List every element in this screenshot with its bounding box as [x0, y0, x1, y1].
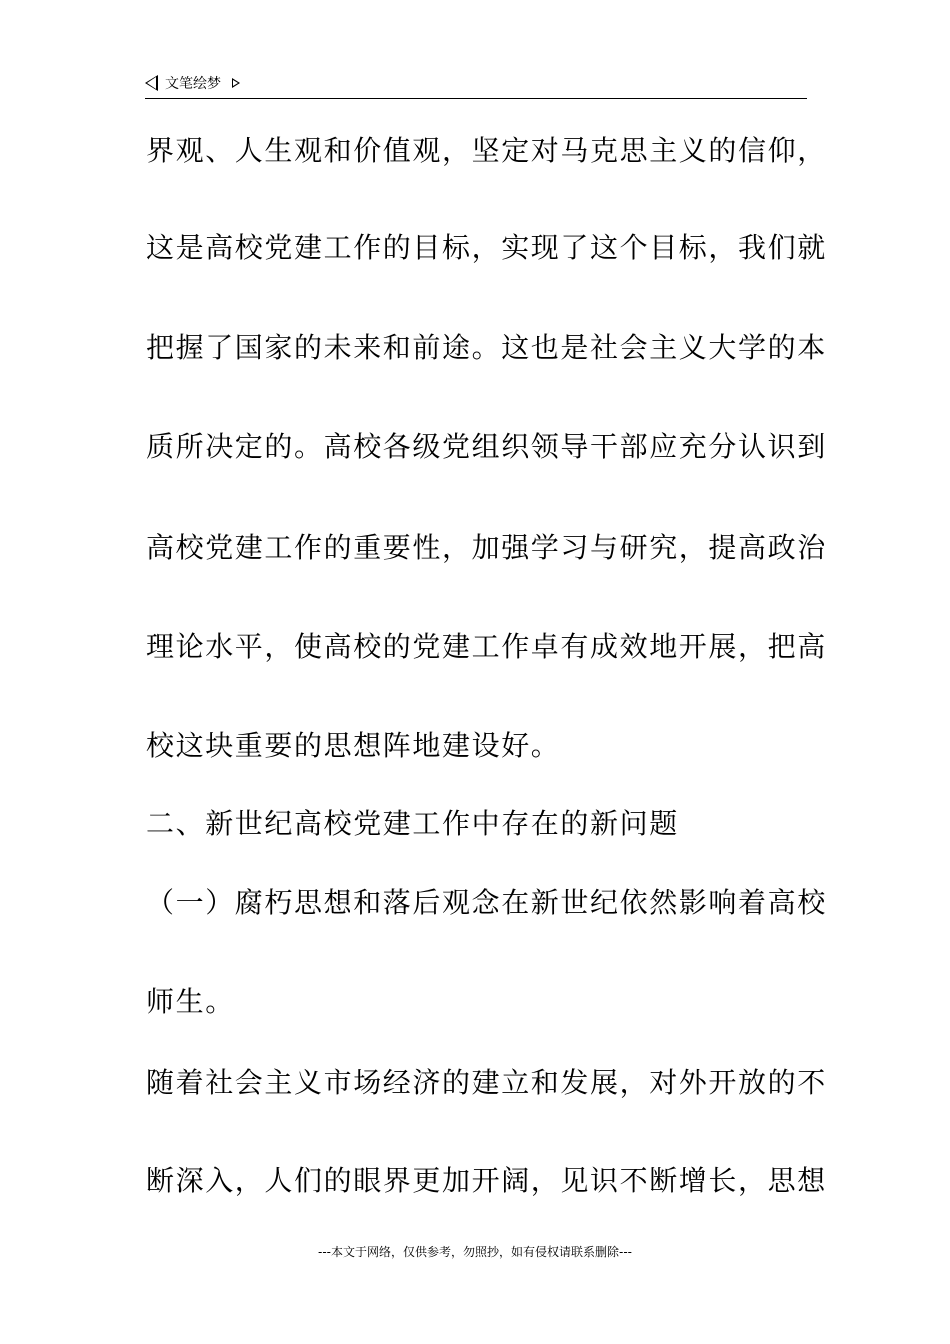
body-line-12: 断深入，人们的眼界更加开阔，见识不断增长，思想	[146, 1164, 827, 1197]
footer-disclaimer: ---本文于网络，仅供参考，勿照抄，如有侵权请联系删除---	[318, 1245, 632, 1259]
body-line-1: 界观、人生观和价值观，坚定对马克思主义的信仰，	[146, 134, 827, 167]
subsection-heading-line-1: （一）腐朽思想和落后观念在新世纪依然影响着高校	[146, 886, 827, 919]
body-line-2: 这是高校党建工作的目标，实现了这个目标，我们就	[146, 231, 827, 264]
body-line-7: 校这块重要的思想阵地建设好。	[146, 729, 561, 762]
body-line-11: 随着社会主义市场经济的建立和发展，对外开放的不	[146, 1066, 827, 1099]
right-triangle-icon	[232, 78, 240, 88]
subsection-heading-line-2: 师生。	[146, 985, 235, 1018]
body-line-6: 理论水平，使高校的党建工作卓有成效地开展，把高	[146, 630, 827, 663]
body-line-5: 高校党建工作的重要性，加强学习与研究，提高政治	[146, 531, 827, 564]
body-line-4: 质所决定的。高校各级党组织领导干部应充分认识到	[146, 430, 827, 463]
section-heading: 二、新世纪高校党建工作中存在的新问题	[146, 807, 679, 840]
left-triangle-icon	[145, 75, 158, 91]
page-header	[145, 72, 807, 99]
header-title: 文笔绘梦	[165, 76, 221, 92]
body-line-3: 把握了国家的未来和前途。这也是社会主义大学的本	[146, 331, 827, 364]
